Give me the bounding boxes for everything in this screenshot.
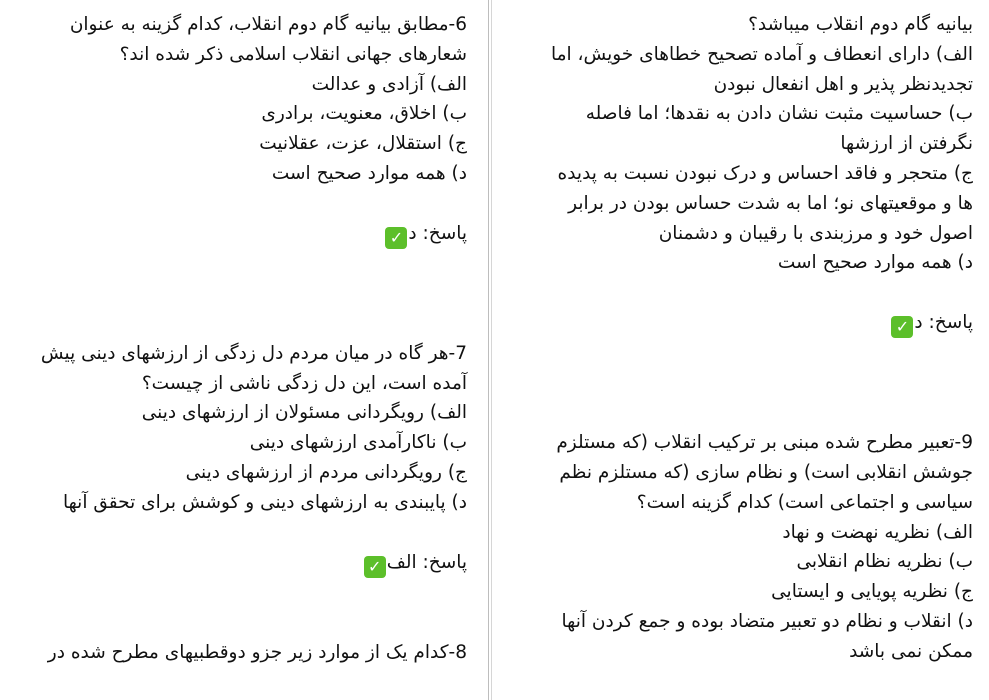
option-d: د) همه موارد صحیح است xyxy=(271,162,467,184)
option-c-cont: اصول خود و مرزبندی با رقیبان و دشمنان xyxy=(658,222,973,244)
question-9 xyxy=(502,428,973,666)
option-b: ب) حساسیت مثبت نشان دادن به نقدها؛ اما فاصله xyxy=(585,103,973,125)
right-column xyxy=(494,0,989,700)
question-text-cont: جوشش انقلابی است) و نظام سازی (که مستلزم نظم xyxy=(559,461,973,483)
check-mark-icon: ✓ xyxy=(385,227,407,249)
option-d: د) همه موارد صحیح است xyxy=(777,252,973,274)
option-d-cont: ممکن نمی باشد xyxy=(849,640,973,662)
question-text-cont: سیاسی و اجتماعی است) کدام گزینه است؟ xyxy=(636,491,973,513)
answer-line xyxy=(502,308,973,338)
question-text: 6-مطابق بیانیه گام دوم انقلاب، کدام گزینه به عنوان xyxy=(69,14,467,35)
option-a: الف) دارای انعطاف و آماده تصحیح خطاهای خویش، اما xyxy=(550,43,973,65)
option-d: د) انقلاب و نظام دو تعبیر متضاد بوده و جمع کردن آنها xyxy=(561,610,973,632)
option-c: ج) رویگردانی مردم از ارزشهای دینی xyxy=(185,461,467,483)
column-divider xyxy=(487,0,494,700)
option-a: الف) نظریه نهضت و نهاد xyxy=(782,521,973,543)
answer-text: پاسخ: د xyxy=(914,312,973,334)
option-b: ب) ناکارآمدی ارزشهای دینی xyxy=(249,432,467,454)
check-mark-icon: ✓ xyxy=(364,556,386,578)
answer-line xyxy=(20,548,467,578)
option-c-cont: ها و موقعیتهای نو؛ اما به شدت حساس بودن در برابر xyxy=(568,192,973,214)
answer-text: پاسخ: د xyxy=(408,222,467,244)
option-b: ب) اخلاق، معنویت، برادری xyxy=(261,103,467,125)
divider-line xyxy=(491,0,492,700)
question-text: 8-کدام یک از موارد زیر جزو دوقطبیهای مطرح شده در xyxy=(47,641,467,663)
option-c: ج) استقلال، عزت، عقلانیت xyxy=(259,133,467,155)
question-continued xyxy=(502,10,973,338)
option-b-cont: نگرفتن از ارزشها xyxy=(840,133,973,155)
question-8 xyxy=(20,638,467,668)
question-text-cont: آمده است، این دل زدگی ناشی از چیست؟ xyxy=(141,372,467,394)
answer-text: پاسخ: الف xyxy=(386,551,467,573)
question-text-cont: شعارهای جهانی انقلاب اسلامی ذکر شده اند؟ xyxy=(119,43,467,65)
question-text: 7-هر گاه در میان مردم دل زدگی از ارزشهای دینی پیش xyxy=(40,342,467,364)
answer-line xyxy=(20,219,467,249)
option-c: ج) متحجر و فاقد احساس و درک نبودن نسبت به پدیده xyxy=(557,162,973,184)
option-a-cont: تجدیدنظر پذیر و اهل انفعال نبودن xyxy=(713,73,973,95)
question-6 xyxy=(20,10,467,249)
left-column xyxy=(0,0,487,700)
option-c: ج) نظریه پویایی و ایستایی xyxy=(771,581,973,603)
option-d: د) پایبندی به ارزشهای دینی و کوشش برای تحقق آنها xyxy=(63,491,467,513)
question-7 xyxy=(20,339,467,578)
option-a: الف) رویگردانی مسئولان از ارزشهای دینی xyxy=(141,402,467,424)
question-text: 9-تعبیر مطرح شده مبنی بر ترکیب انقلاب (که مستلزم xyxy=(556,432,973,454)
option-a: الف) آزادی و عدالت xyxy=(311,73,467,95)
check-mark-icon: ✓ xyxy=(891,316,913,338)
divider-line xyxy=(488,0,489,700)
option-b: ب) نظریه نظام انقلابی xyxy=(796,551,973,573)
question-text: بیانیه گام دوم انقلاب میباشد؟ xyxy=(748,14,973,35)
